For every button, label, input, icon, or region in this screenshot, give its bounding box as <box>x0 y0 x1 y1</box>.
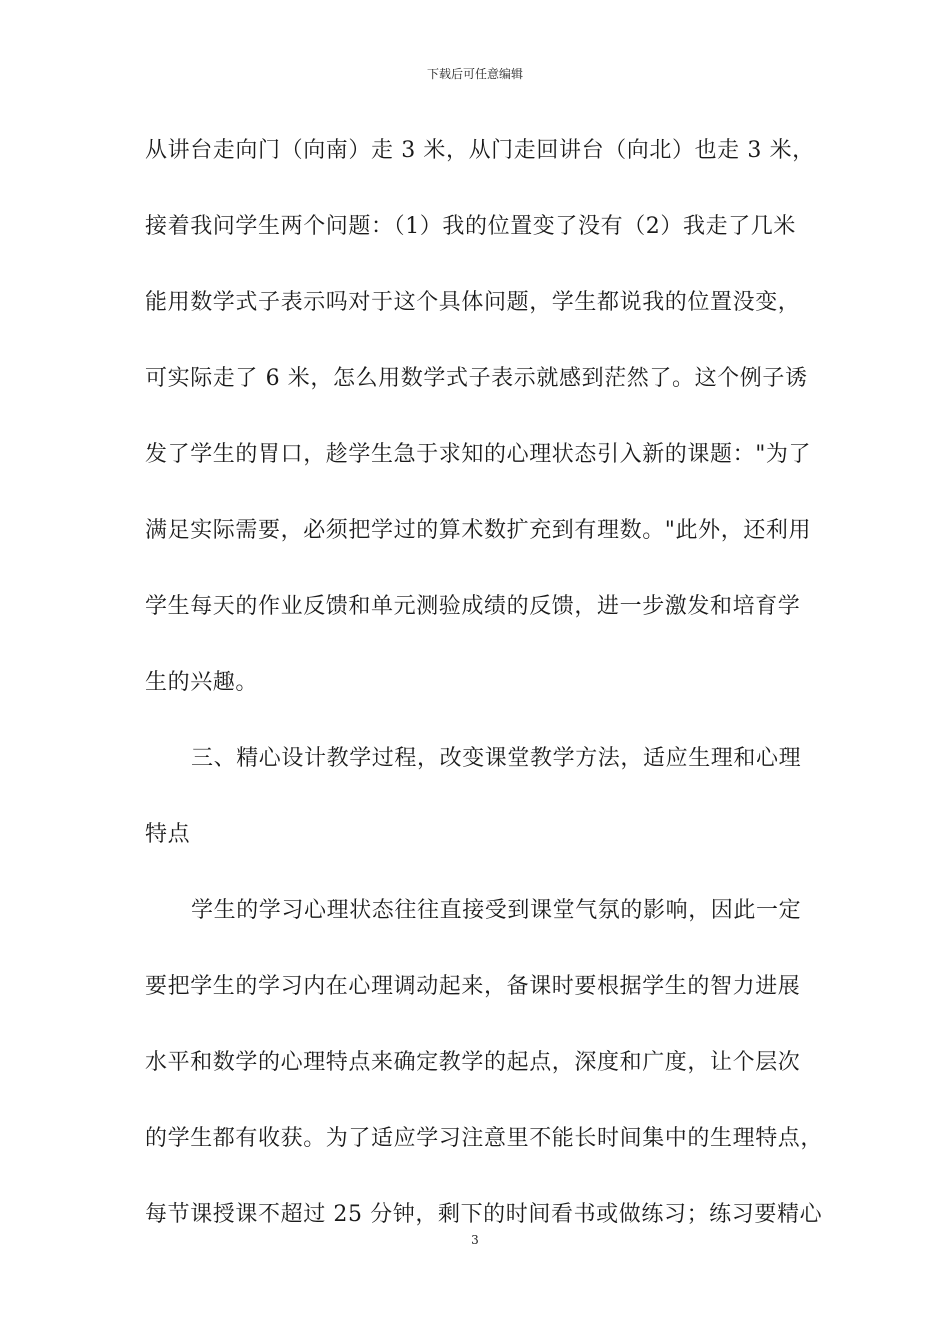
text-line: 可实际走了 6 米，怎么用数学式子表示就感到茫然了。这个例子诱 <box>145 366 808 391</box>
text-line: 学生的学习心理状态往往直接受到课堂气氛的影响，因此一定 <box>191 898 802 923</box>
text-line: 的学生都有收获。为了适应学习注意里不能长时间集中的生理特点， <box>145 1126 824 1151</box>
text-line: 发了学生的胃口，趁学生急于求知的心理状态引入新的课题："为了 <box>145 442 812 467</box>
text-line: 每节课授课不超过 25 分钟，剩下的时间看书或做练习；练习要精心 <box>145 1202 823 1227</box>
text-line: 满足实际需要，必须把学过的算术数扩充到有理数。"此外，还利用 <box>145 518 812 543</box>
text-line: 学生每天的作业反馈和单元测验成绩的反馈，进一步激发和培育学 <box>145 594 801 619</box>
text-line: 接着我问学生两个问题：（1）我的位置变了没有（2）我走了几米 <box>145 214 796 239</box>
text-line: 能用数学式子表示吗对于这个具体问题，学生都说我的位置没变， <box>145 290 801 315</box>
document-body <box>145 131 824 1271</box>
page-number: 3 <box>471 1233 479 1247</box>
section-heading-line: 三、精心设计教学过程，改变课堂教学方法，适应生理和心理 <box>191 746 802 771</box>
page-header: 下载后可任意编辑 <box>426 67 523 81</box>
text-line: 水平和数学的心理特点来确定教学的起点，深度和广度，让个层次 <box>145 1050 801 1075</box>
section-heading-line: 特点 <box>145 822 191 847</box>
text-line: 要把学生的学习内在心理调动起来，备课时要根据学生的智力进展 <box>145 974 801 999</box>
text-line: 从讲台走向门（向南）走 3 米，从门走回讲台（向北）也走 3 米， <box>145 138 815 163</box>
text-line: 生的兴趣。 <box>145 670 259 695</box>
